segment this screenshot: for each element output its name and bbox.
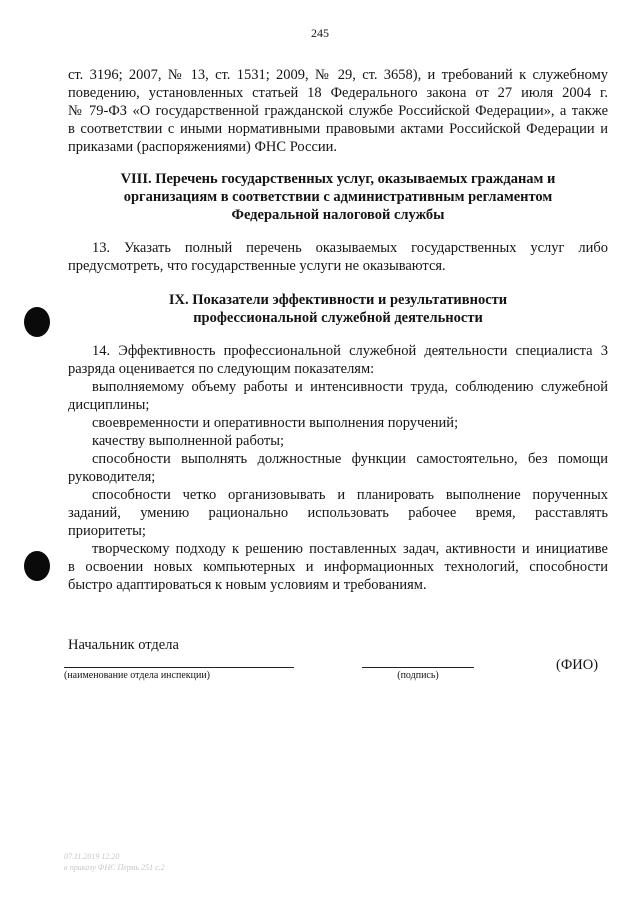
punch-hole xyxy=(24,307,50,337)
dept-line xyxy=(64,667,294,668)
criteria-item: руководителя; xyxy=(68,469,156,485)
section8-heading: VIII. Перечень государственных услуг, оказываемых гражданам и xyxy=(120,171,556,187)
criteria-item: качеству выполненной работы; xyxy=(92,433,284,449)
signatory-title: Начальник отдела xyxy=(68,637,179,653)
criteria-item: выполняемому объему работы и интенсивности труда, соблюдению служебной xyxy=(92,379,608,395)
intro-line: в соответствии с иными нормативными правовыми актами Российской Федерации и xyxy=(68,121,608,137)
criteria-item: способности выполнять должностные функции самостоятельно, без помощи xyxy=(92,451,608,467)
para-14-line: разряда оценивается по следующим показателям: xyxy=(68,361,375,377)
criteria-item: в освоении новых компьютерных и информационных технологий, способности xyxy=(68,559,608,575)
section8-heading: Федеральной налоговой службы xyxy=(231,207,445,223)
page-number: 245 xyxy=(311,26,329,40)
footer-stamp: к приказу ФНС Пермь 251 с.2 xyxy=(64,863,165,872)
intro-line: поведению, установленных статьей 18 Федерального закона от 27 июля 2004 г. xyxy=(68,85,608,101)
section9-heading: IX. Показатели эффективности и результативности xyxy=(168,292,508,308)
intro-line: ст. 3196; 2007, № 13, ст. 1531; 2009, № 29, ст. 3658), и требований к служебному xyxy=(68,67,608,83)
signature-line xyxy=(362,667,474,668)
criteria-item: дисциплины; xyxy=(68,397,150,413)
criteria-item: быстро адаптироваться к новым условиям и требованиям. xyxy=(68,577,427,593)
dept-caption: (наименование отдела инспекции) xyxy=(64,670,210,681)
criteria-item: способности четко организовывать и планировать выполнение порученных xyxy=(92,487,608,503)
criteria-item: заданий, умению рационально использовать рабочее время, расставлять xyxy=(68,505,608,521)
signature-caption: (подпись) xyxy=(397,670,439,681)
criteria-item: своевременности и оперативности выполнения поручений; xyxy=(92,415,459,431)
para-13-line: 13. Указать полный перечень оказываемых государственных услуг либо xyxy=(92,240,608,256)
punch-hole xyxy=(24,551,50,581)
name-label: (ФИО) xyxy=(556,657,599,673)
intro-line: № 79-ФЗ «О государственной гражданской службе Российской Федерации», а также xyxy=(68,103,608,119)
para-13-line: предусмотреть, что государственные услуги не оказываются. xyxy=(68,258,446,274)
criteria-item: приоритеты; xyxy=(68,523,146,539)
para-14-line: 14. Эффективность профессиональной служебной деятельности специалиста 3 xyxy=(92,343,608,359)
intro-line: приказами (распоряжениями) ФНС России. xyxy=(68,139,338,155)
footer-stamp: 07.11.2019 12.20 xyxy=(64,852,120,861)
criteria-item: творческому подходу к решению поставленных задач, активности и инициативе xyxy=(92,541,608,557)
section9-heading: профессиональной служебной деятельности xyxy=(193,310,483,326)
section8-heading: организациям в соответствии с административным регламентом xyxy=(123,189,553,205)
